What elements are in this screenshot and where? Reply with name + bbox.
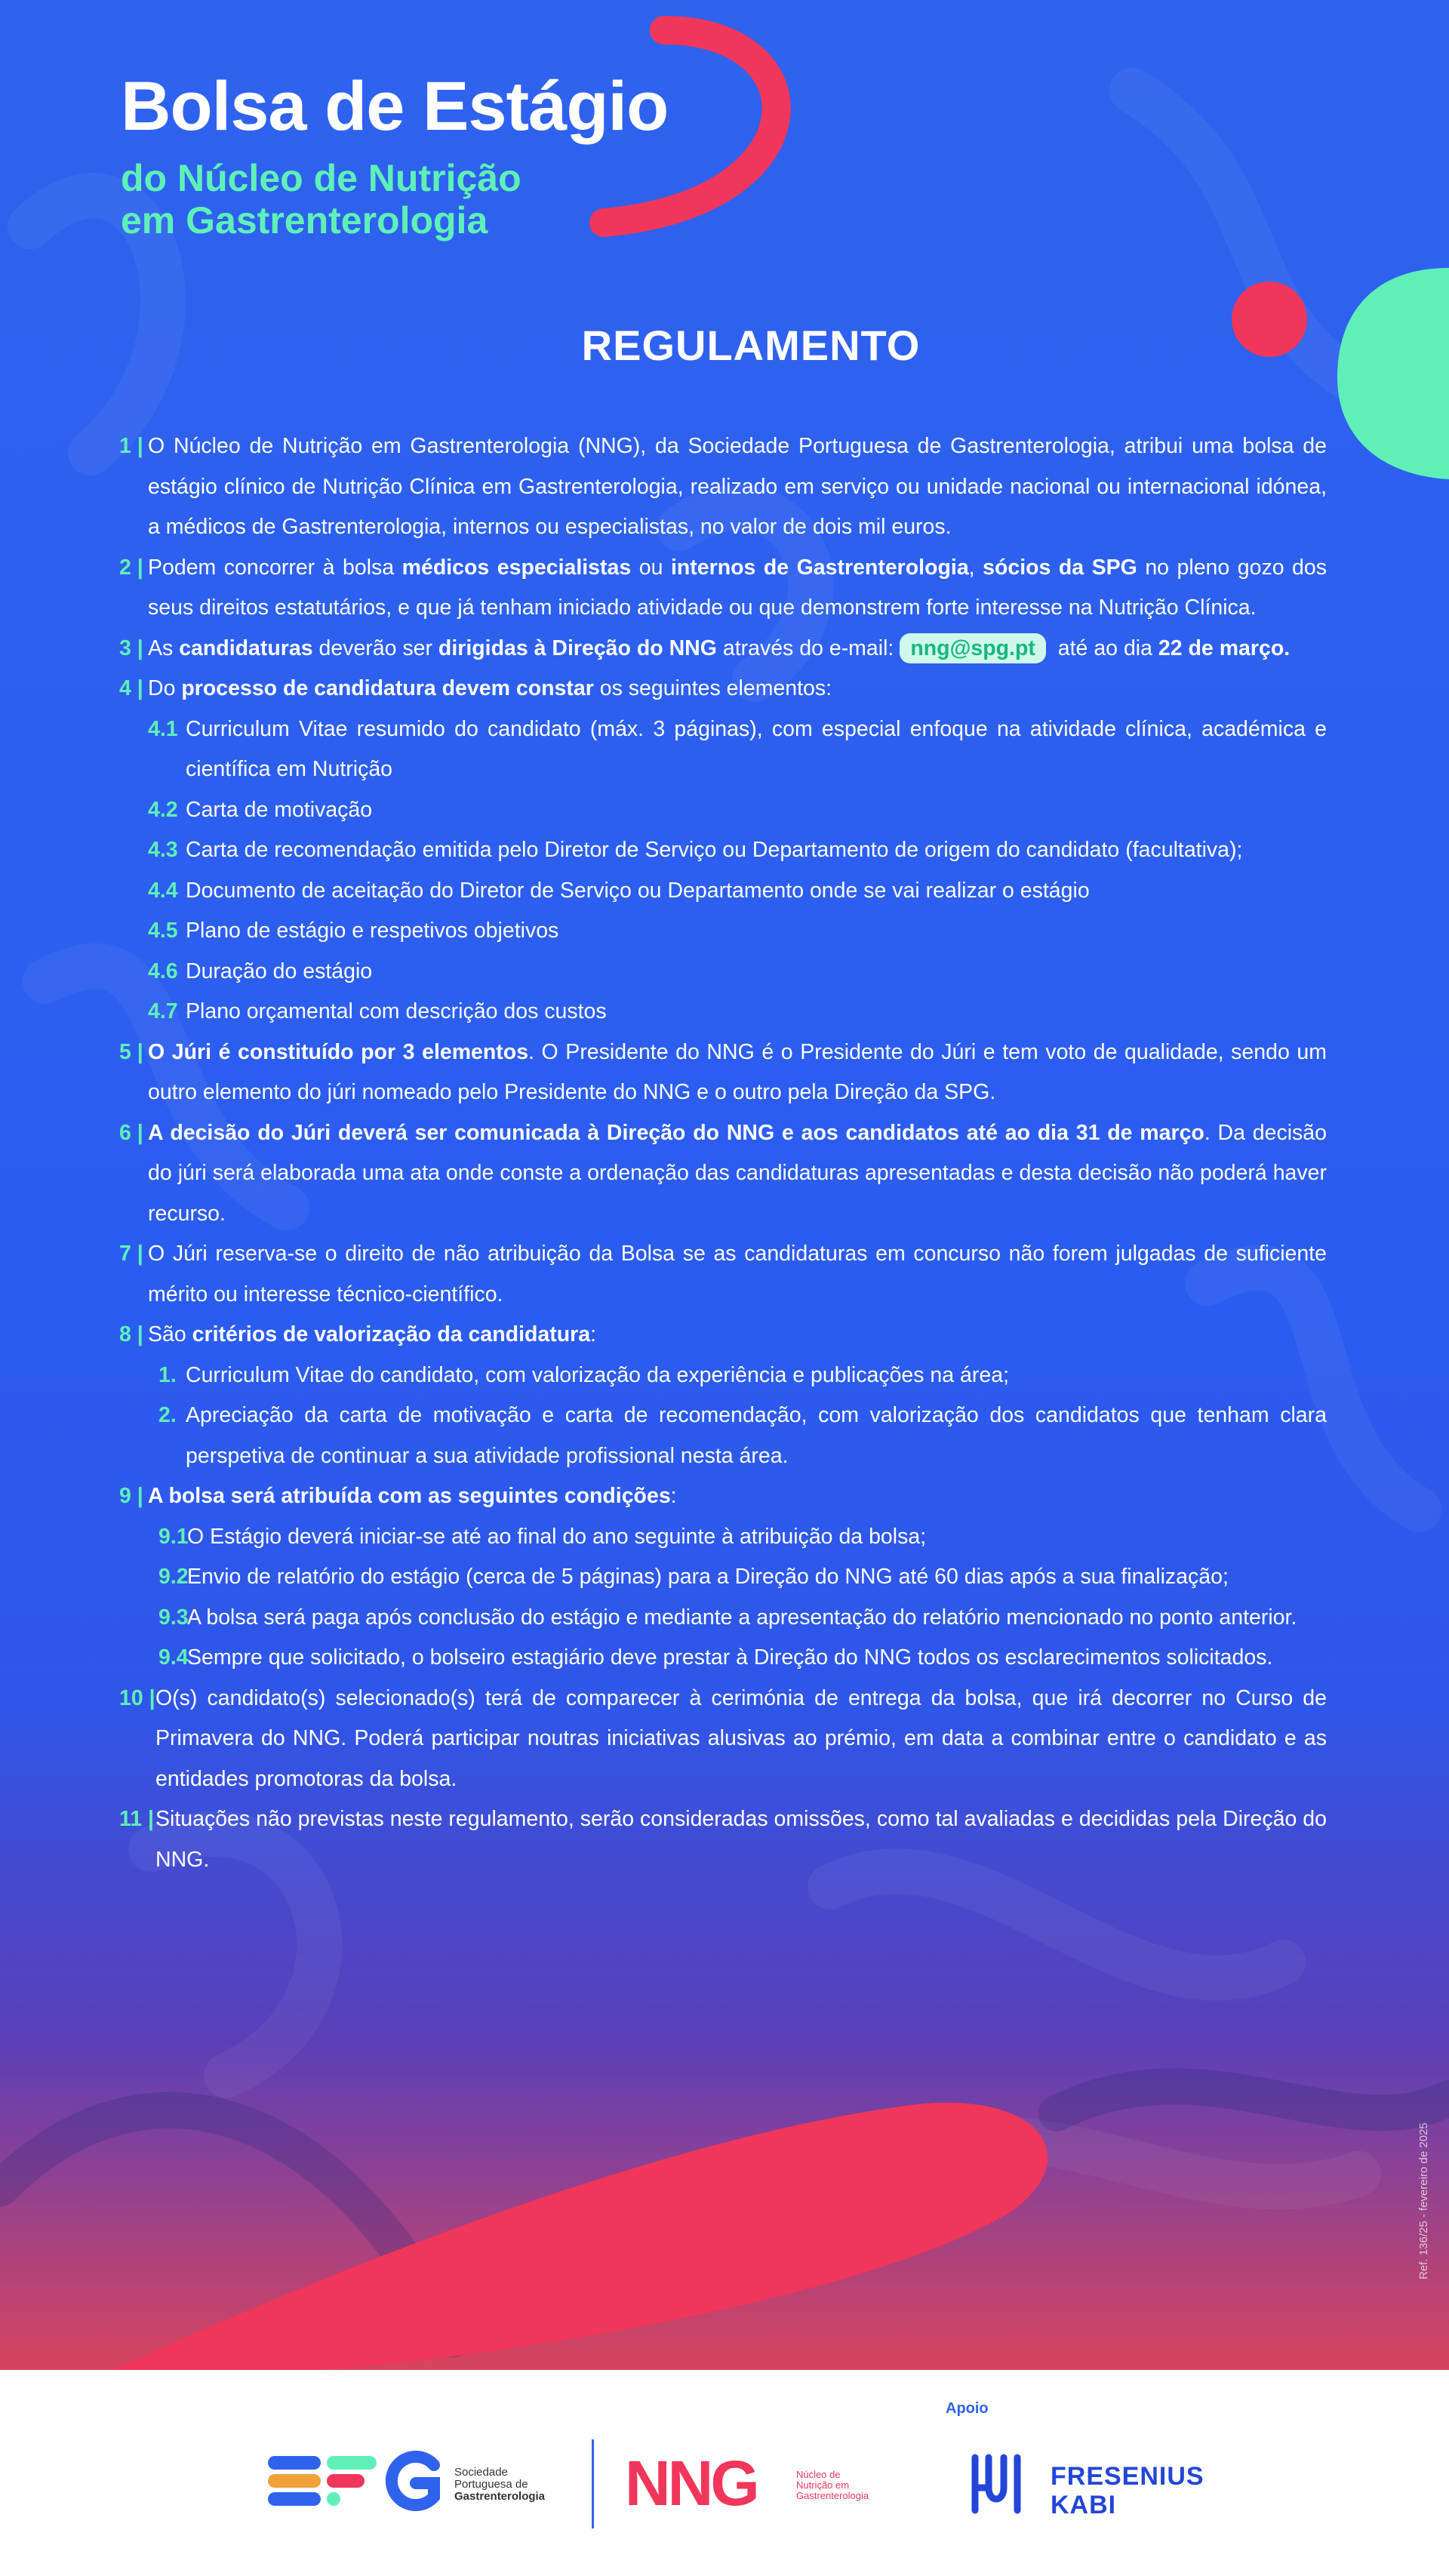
sub-clause-9-3	[119, 1598, 1327, 1639]
email-link[interactable]: nng@spg.pt	[900, 633, 1046, 663]
clause-3	[119, 629, 1327, 669]
clause-7	[119, 1234, 1327, 1315]
sub-clause-9-1	[119, 1517, 1327, 1558]
sub-clause-text: Carta de recomendação emitida pelo Diretor de Serviço ou Departamento de origem do candidato (facultativa);	[186, 838, 1243, 862]
sub-clause-number: 9.3	[158, 1605, 189, 1630]
clause-9	[119, 1476, 1327, 1517]
sub-clause-8-2	[119, 1396, 1327, 1476]
sub-clause-text: Sempre que solicitado, o bolseiro estagiário deve prestar à Direção do NNG todos os esclarecimentos solicitados.	[187, 1645, 1273, 1670]
sub-clause-text: A bolsa será paga após conclusão do estágio e mediante a apresentação do relatório mencionado no ponto anterior.	[187, 1605, 1297, 1630]
spg-name-line: Sociedade	[454, 2466, 508, 2479]
sub-clause-text: Curriculum Vitae do candidato, com valorização da experiência e publicações na área;	[186, 1362, 1010, 1387]
clause-text: Do	[148, 676, 182, 700]
clause-text: no pleno gozo dos seus direitos estatutários, e que já tenham iniciado atividade ou que demonstrem forte interesse na Nutrição Clínica.	[148, 555, 1327, 620]
sub-clause-number: 9.4	[158, 1645, 189, 1670]
clause-text: As	[148, 636, 180, 660]
poster-title: Bolsa de Estágio	[121, 68, 669, 145]
clause-1	[119, 426, 1327, 548]
sub-clause-4-6	[119, 952, 1327, 993]
clause-text: O(s) candidato(s) selecionado(s) terá de comparecer à cerimónia de entrega da bolsa, que irá decorrer no Curso de Primavera do NNG. Poderá participar noutras iniciativas alusivas ao prémio, em data a combinar entre o candidato e as entidades promotoras da bolsa.	[155, 1685, 1327, 1791]
clause-number: 1 |	[119, 434, 143, 458]
sub-clause-number: 4.2	[148, 797, 178, 822]
clause-text: . O Presidente do NNG é o Presidente do Júri e tem voto de qualidade, sendo um outro elemento do júri nomeado pelo Presidente do NNG e o outro pela Direção da SPG.	[148, 1039, 1327, 1104]
footer-divider	[592, 2439, 594, 2528]
sub-clause-number: 2.	[158, 1403, 177, 1427]
clause-emphasis: O Júri é constituído por 3 elementos	[148, 1039, 529, 1064]
fresenius-kabi-name	[1051, 2462, 1204, 2519]
sub-clause-4-7	[119, 992, 1327, 1033]
sub-clause-text: Carta de motivação	[186, 797, 373, 822]
clause-emphasis: 22 de março.	[1158, 636, 1291, 660]
clause-number: 3 |	[119, 636, 143, 660]
clause-number: 8 |	[119, 1322, 143, 1346]
clause-6	[119, 1113, 1327, 1235]
sub-clause-number: 4.4	[148, 878, 178, 903]
spg-name-line: Portuguesa de	[454, 2478, 528, 2491]
sub-clause-number: 1.	[158, 1362, 177, 1387]
clause-text: :	[590, 1322, 597, 1346]
sub-clause-text: Plano orçamental com descrição dos custos	[186, 999, 607, 1023]
sub-clause-number: 9.1	[158, 1524, 189, 1549]
nng-name-line: Nutrição em	[796, 2479, 850, 2491]
clause-emphasis: A decisão do Júri deverá ser comunicada à Direção do NNG e aos candidatos até ao dia 31 de março	[148, 1120, 1204, 1145]
clause-number: 9 |	[119, 1484, 143, 1508]
clause-text: ,	[968, 555, 983, 580]
clause-11	[119, 1799, 1327, 1880]
clause-number: 5 |	[119, 1039, 143, 1064]
nng-logo: NNG	[625, 2448, 757, 2519]
sub-clause-9-4	[119, 1638, 1327, 1679]
nng-name-line: Gastrenterologia	[796, 2490, 869, 2501]
clause-text: O Júri reserva-se o direito de não atribuição da Bolsa se as candidaturas em concurso não forem julgadas de suficiente mérito ou interesse técnico-científico.	[148, 1242, 1327, 1306]
subtitle-line-1: do Núcleo de Nutrição	[121, 157, 521, 199]
clause-emphasis: dirigidas à Direção do NNG	[438, 636, 717, 660]
sub-clause-4-2	[119, 790, 1327, 831]
clause-emphasis: processo de candidatura devem constar	[181, 676, 594, 700]
clause-text: Podem concorrer à bolsa	[148, 555, 402, 580]
clause-emphasis: sócios da SPG	[983, 555, 1137, 580]
clause-text: deverão ser	[312, 636, 438, 660]
poster-subtitle	[121, 157, 521, 242]
sub-clause-number: 4.1	[148, 716, 178, 741]
clause-number: 11 |	[119, 1807, 155, 1831]
clause-10	[119, 1679, 1327, 1800]
subtitle-line-2: em Gastrenterologia	[121, 199, 488, 242]
fresenius-kabi-icon	[966, 2450, 1034, 2518]
clause-5	[119, 1033, 1327, 1113]
sub-clause-9-2	[119, 1557, 1327, 1598]
spg-name-line: Gastrenterologia	[454, 2490, 546, 2503]
reference-note: Ref. 136/25 - fevereiro de 2025	[1417, 2122, 1430, 2279]
sub-clause-number: 9.2	[158, 1565, 189, 1589]
clause-text: São	[148, 1322, 192, 1346]
clause-text: :	[670, 1484, 677, 1508]
clause-emphasis: A bolsa será atribuída com as seguintes condições	[148, 1484, 671, 1508]
regulation-body	[119, 426, 1327, 1880]
sub-clause-text: Duração do estágio	[186, 959, 373, 983]
sub-clause-text: Documento de aceitação do Diretor de Serviço ou Departamento onde se vai realizar o estágio	[186, 878, 1090, 903]
sub-clause-4-1	[119, 709, 1327, 790]
sub-clause-text: Envio de relatório do estágio (cerca de 5 páginas) para a Direção do NNG até 60 dias após a sua finalização;	[187, 1565, 1229, 1589]
spg-logo	[268, 2450, 441, 2512]
spg-logo-text: SPG	[268, 2450, 270, 2451]
clause-number: 6 |	[119, 1120, 143, 1145]
regulation-heading: REGULAMENTO	[581, 322, 921, 369]
clause-text: O Núcleo de Nutrição em Gastrenterologia (NNG), da Sociedade Portuguesa de Gastrenterologia, atribui uma bolsa de estágio clínico de Nutrição Clínica em Gastrenterologia, realizado em serviço ou unidade nacional ou internacional idónea, a médicos de Gastrenterologia, internos ou especialistas, no valor de dois mil euros.	[148, 434, 1327, 539]
sub-clause-4-4	[119, 871, 1327, 912]
nng-name-line: Núcleo de	[796, 2469, 841, 2480]
sub-clause-text: Plano de estágio e respetivos objetivos	[186, 919, 559, 943]
sub-clause-number: 4.5	[148, 919, 178, 943]
clause-emphasis: critérios de valorização da candidatura	[192, 1322, 591, 1346]
clause-number: 2 |	[119, 555, 143, 580]
clause-4	[119, 669, 1327, 709]
clause-text: . Da decisão do júri será elaborada uma ata onde conste a ordenação das candidaturas apresentadas e desta decisão não poderá haver recurso.	[148, 1120, 1327, 1226]
clause-emphasis: médicos especialistas	[401, 555, 632, 580]
sub-clause-text: O Estágio deverá iniciar-se até ao final do ano seguinte à atribuição da bolsa;	[187, 1524, 927, 1549]
clause-2	[119, 548, 1327, 629]
clause-number: 7 |	[119, 1242, 143, 1266]
sub-clause-4-3	[119, 830, 1327, 871]
sub-clause-text: Apreciação da carta de motivação e carta de recomendação, com valorização dos candidatos que tenham clara perspetiva de continuar a sua atividade profissional nesta área.	[186, 1403, 1327, 1468]
clause-text: Situações não previstas neste regulamento, serão consideradas omissões, como tal avaliadas e decididas pela Direção do NNG.	[155, 1807, 1327, 1872]
sub-clause-number: 4.7	[148, 999, 178, 1023]
sub-clause-text: Curriculum Vitae resumido do candidato (máx. 3 páginas), com especial enfoque na atividade clínica, académica e científica em Nutrição	[186, 716, 1327, 781]
spg-name	[454, 2467, 545, 2503]
nng-name	[796, 2470, 869, 2501]
clause-text: os seguintes elementos:	[593, 676, 832, 700]
clause-emphasis: candidaturas	[179, 636, 313, 660]
clause-text: ou	[631, 555, 671, 580]
sub-clause-4-5	[119, 911, 1327, 952]
clause-emphasis: internos de Gastrenterologia	[670, 555, 969, 580]
sub-clause-number: 4.3	[148, 838, 178, 862]
sub-clause-8-1	[119, 1356, 1327, 1396]
clause-8	[119, 1315, 1327, 1356]
clause-text: até ao dia	[1051, 636, 1158, 660]
clause-number: 4 |	[119, 676, 143, 700]
fresenius-kabi-line: KABI	[1051, 2491, 1117, 2519]
sub-clause-number: 4.6	[148, 959, 178, 983]
fresenius-kabi-line: FRESENIUS	[1051, 2462, 1204, 2491]
support-label: Apoio	[946, 2400, 989, 2417]
clause-text: através do e-mail:	[716, 636, 894, 660]
clause-number: 10 |	[119, 1685, 155, 1710]
